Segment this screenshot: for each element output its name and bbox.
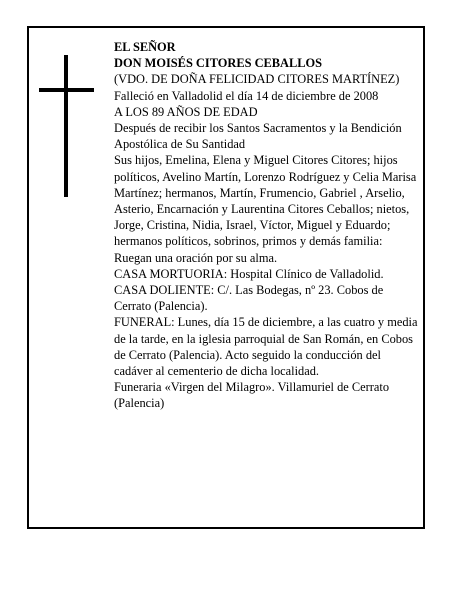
deceased-name: DON MOISÉS CITORES CEBALLOS: [114, 56, 323, 71]
mortuary-line: CASA MORTUORIA: Hospital Clínico de Valladolid.: [114, 266, 384, 281]
cross-icon: [64, 55, 68, 197]
death-line: Falleció en Valladolid el día 14 de diciembre de 2008: [114, 88, 379, 103]
grieving-house-line: CASA DOLIENTE: C/. Las Bodegas, nº 23. Cobos de Cerrato (Palencia).: [114, 283, 384, 314]
funeral-paragraph: FUNERAL: Lunes, día 15 de diciembre, a las cuatro y media de la tarde, en la iglesia parroquial de San Román, en Cobos de Cerrato (Palencia). Acto seguido la conducción del cadáver al cementerio de dicha localidad.: [114, 315, 418, 379]
funeral-home-line: Funeraria «Virgen del Milagro». Villamuriel de Cerrato (Palencia): [114, 380, 390, 411]
age-line: A LOS 89 AÑOS DE EDAD: [114, 104, 258, 119]
widower-line: (VDO. DE DOÑA FELICIDAD CITORES MARTÍNEZ): [114, 72, 400, 87]
notice-heading: EL SEÑOR: [114, 40, 176, 54]
cross-icon-bar: [39, 88, 94, 92]
prayer-line: Ruegan una oración por su alma.: [114, 250, 278, 265]
family-paragraph: Sus hijos, Emelina, Elena y Miguel Citores Citores; hijos políticos, Avelino Martín, Lorenzo Rodríguez y Celia Marisa Martínez; hermanos, Martín, Frumencio, Gabriel , Arselio, Asterio, Encarnación y Laurentina Citores Ceballos; nietos, Jorge, Cristina, Nidia, Israel, Víctor, Miguel y Eduardo; hermanos políticos, sobrinos, primos y demás familia:: [114, 153, 417, 249]
sacraments-line: Después de recibir los Santos Sacramentos y la Bendición Apostólica de Su Santidad: [114, 121, 402, 152]
obituary-text: [114, 39, 420, 412]
